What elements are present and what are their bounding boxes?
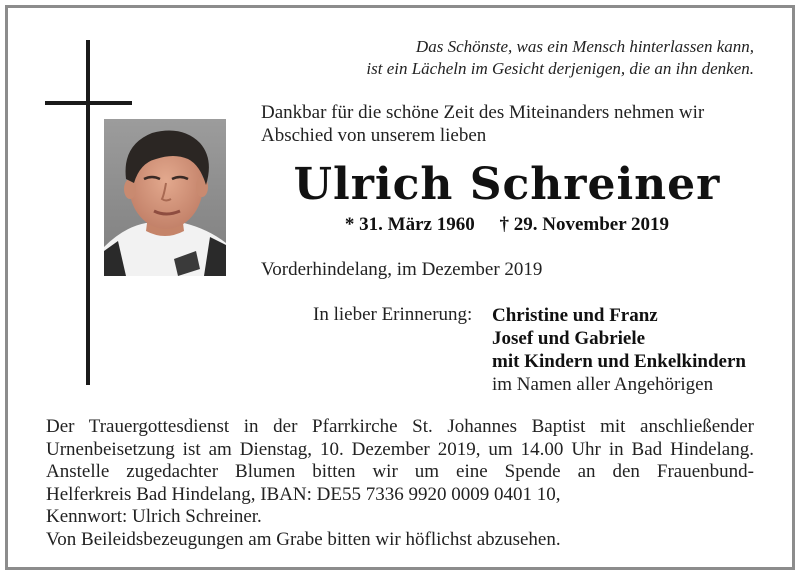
- mourner-name: Josef und Gabriele: [492, 328, 646, 349]
- cross-icon-bar: [45, 101, 132, 105]
- service-line: Der Trauergottesdienst in der Pfarrkirche St. Johannes Baptist mit anschließender: [46, 416, 754, 437]
- mourner-name: Christine und Franz: [492, 305, 658, 326]
- intro-line: Abschied von unserem lieben: [261, 125, 487, 146]
- quote-line: Das Schönste, was ein Mensch hinterlassen kann,: [415, 37, 754, 56]
- intro-text: [261, 101, 704, 147]
- quote-line: ist ein Lächeln im Gesicht derjenigen, die an ihn denken.: [366, 59, 754, 78]
- service-line: Urnenbeisetzung ist am Dienstag, 10. Dezember 2019, um 14.00 Uhr in Bad Hindelang.: [46, 438, 754, 460]
- service-line: Anstelle zugedachter Blumen bitten wir um eine Spende an den Frauenbund-: [46, 461, 754, 482]
- birth-date: * 31. März 1960: [344, 214, 475, 235]
- mourners-list: [492, 304, 746, 396]
- mourners-closing: im Namen aller Angehörigen: [492, 374, 714, 395]
- intro-line: Dankbar für die schöne Zeit des Miteinanders nehmen wir: [261, 102, 705, 123]
- life-dates: [262, 214, 752, 236]
- quote: [366, 36, 754, 80]
- portrait-photo: [104, 119, 226, 276]
- service-line: Von Beileidsbezeugungen am Grabe bitten wir höflichst abzusehen.: [46, 528, 561, 550]
- remembrance-label: In lieber Erinnerung:: [313, 304, 473, 325]
- service-line: Kennwort: Ulrich Schreiner.: [46, 506, 262, 527]
- service-info: [46, 416, 754, 551]
- mourner-name: mit Kindern und Enkelkindern: [492, 351, 746, 372]
- deceased-name: Ulrich Schreiner: [293, 159, 721, 210]
- service-line: Helferkreis Bad Hindelang, IBAN: DE55 7336 9920 0009 0401 10,: [46, 483, 561, 505]
- death-date: † 29. November 2019: [499, 214, 670, 235]
- place-date: Vorderhindelang, im Dezember 2019: [261, 259, 543, 280]
- cross-icon: [86, 40, 90, 385]
